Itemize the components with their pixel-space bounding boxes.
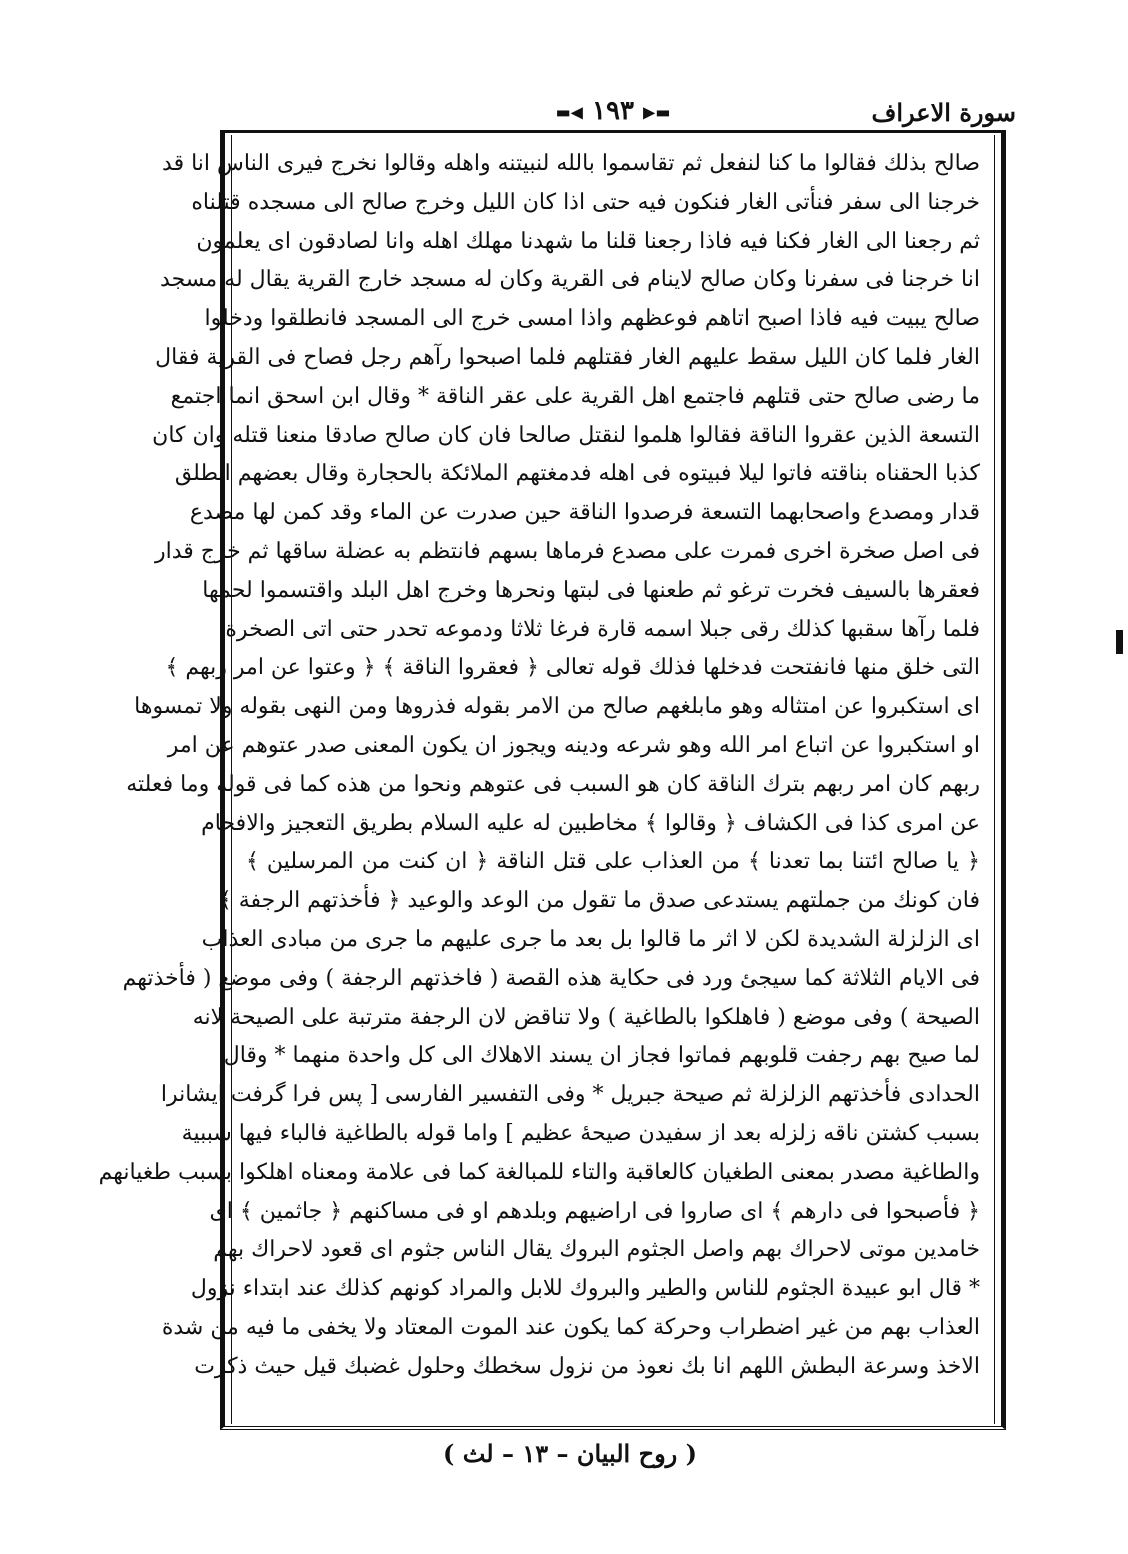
body-text [98, 145, 980, 1416]
body-line: كذبا الحقناه بناقته فاتوا ليلا فبيتوه فى اهله فدمغتهم الملائكة بالحجارة وقال بعضهم انطلق [174, 461, 980, 487]
page-header [210, 96, 1016, 130]
ornament-left-icon: ◀▬ [555, 102, 583, 122]
page-footer: ( روح البيان – ١٣ – لث ) [443, 1439, 697, 1468]
text-frame [98, 130, 1006, 1430]
body-line: * قال ابو عبيدة الجثوم للناس والطير والبروك للابل والمراد كونهم كذلك عند ابتداء نزول [190, 1276, 980, 1302]
body-line: الاخذ وسرعة البطش اللهم انا بك نعوذ من نزول سخطك وحلول غضبك قيل حيث ذكرت [194, 1353, 980, 1379]
body-line: ربهم كان امر ربهم بترك الناقة كان هو السبب فى عتوهم ونحوا من هذه كما فى قوله وما فعلته [126, 771, 980, 797]
body-line: عن امرى كذا فى الكشاف ﴿ وقالوا ﴾ مخاطبين له عليه السلام بطريق التعجيز والافحام [201, 810, 980, 836]
text-frame-inner [98, 135, 995, 1424]
body-line: بسبب كشتن ناقه زلزله بعد از سفيدن صيحهٔ عظيم ] واما قوله بالطاغية فالباء فيها سببية [181, 1120, 980, 1146]
body-line: فلما رآها سقبها كذلك رقى جبلا اسمه قارة فرغا ثلاثا ودموعه تحدر حتى اتى الصخرة [225, 616, 980, 642]
body-line: التسعة الذين عقروا الناقة فقالوا هلموا لنقتل صالحا فان كان صالح صادقا منعنا قتله وان كان [152, 422, 980, 448]
body-line: الصيحة ) وفى موضع ( فاهلكوا بالطاغية ) ولا تناقض لان الرجفة مترتبة على الصيحة لانه [192, 1004, 980, 1030]
body-line: فى اصل صخرة اخرى فمرت على مصدع فرماها بسهم فانتظم به عضلة ساقها ثم خرج قدار [154, 538, 980, 564]
body-line: فعقرها بالسيف فخرت ترغو ثم طعنها فى لبتها ونحرها وخرج اهل البلد واقتسموا لحمها [202, 577, 980, 603]
body-line: لما صيح بهم رجفت قلوبهم فماتوا فجاز ان يسند الاهلاك الى كل واحدة منهما * وقال [223, 1043, 980, 1069]
body-line: فان كونك من جملتهم يستدعى صدق ما تقول من الوعد والوعيد ﴿ فأخذتهم الرجفة ﴾ [218, 888, 980, 914]
body-line: ما رضى صالح حتى قتلهم فاجتمع اهل القرية على عقر الناقة * وقال ابن اسحق انما اجتمع [170, 383, 980, 409]
margin-mark [1116, 630, 1123, 654]
page-number: ١٩٣ [592, 96, 634, 126]
body-line: والطاغية مصدر بمعنى الطغيان كالعاقبة والتاء للمبالغة كما فى علامة ومعناه اهلكوا بسبب طغيانهم [98, 1159, 980, 1185]
body-line: العذاب بهم من غير اضطراب وحركة كما يكون عند الموت المعتاد ولا يخفى ما فيه من شدة [161, 1314, 980, 1340]
body-line: اى استكبروا عن امتثاله وهو مابلغهم صالح من الامر بقوله فذروها ومن النهى بقوله ولا تمسوها [134, 694, 980, 720]
ornament-right-icon: ▬▶ [643, 102, 671, 122]
body-line: صالح بذلك فقالوا ما كنا لنفعل ثم تقاسموا بالله لنبيتنه واهله وقالوا نخرج فيرى الناس انا قد [162, 151, 980, 176]
body-line: انا خرجنا فى سفرنا وكان صالح لاينام فى القرية وكان له مسجد خارج القرية يقال له مسجد [160, 267, 980, 293]
body-line: فى الايام الثلاثة كما سيجئ ورد فى حكاية هذه القصة ( فاخذتهم الرجفة ) وفى موضع ( فأخذتهم [122, 965, 980, 991]
body-line: او استكبروا عن اتباع امر الله وهو شرعه ودينه ويجوز ان يكون المعنى صدر عتوهم عن امر [167, 732, 980, 758]
body-line: الحدادى فأخذتهم الزلزلة ثم صيحة جبريل * وفى التفسير الفارسى [ پس فرا گرفت ايشانرا [160, 1082, 980, 1108]
body-line: ﴿ يا صالح ائتنا بما تعدنا ﴾ من العذاب على قتل الناقة ﴿ ان كنت من المرسلين ﴾ [246, 849, 980, 875]
body-line: صالح يبيت فيه فاذا اصبح اتاهم فوعظهم واذا امسى خرج الى المسجد فانطلقوا ودخلوا [204, 306, 980, 332]
sura-title: سورة الاعراف [871, 98, 1016, 127]
body-line: خامدين موتى لاحراك بهم واصل الجثوم البروك يقال الناس جثوم اى قعود لاحراك بهم [213, 1237, 980, 1263]
body-line: اى الزلزلة الشديدة لكن لا اثر ما قالوا بل بعد ما جرى عليهم ما جرى من مبادى العذاب [201, 926, 980, 952]
body-line: الغار فلما كان الليل سقط عليهم الغار فقتلهم فلما اصبحوا رآهم رجل فصاح فى القرية فقال [155, 344, 980, 370]
body-line: قدار ومصدع واصحابهما التسعة فرصدوا الناقة حين صدرت عن الماء وقد كمن لها مصدع [189, 500, 980, 526]
body-line: التى خلق منها فانفتحت فدخلها فذلك قوله تعالى ﴿ فعقروا الناقة ﴾ ﴿ وعتوا عن امر ربهم ﴾ [165, 655, 980, 681]
page-number-block [556, 96, 671, 126]
body-line: خرجنا الى سفر فنأتى الغار فنكون فيه حتى اذا كان الليل وخرج صالح الى مسجده قتلناه [191, 189, 980, 215]
body-line: ﴿ فأصبحوا فى دارهم ﴾ اى صاروا فى اراضيهم وبلدهم او فى مساكنهم ﴿ جاثمين ﴾ اى [209, 1198, 980, 1224]
body-line: ثم رجعنا الى الغار فكنا فيه فاذا رجعنا قلنا ما شهدنا مهلك اهله وانا لصادقون اى يعلمون [196, 228, 980, 254]
